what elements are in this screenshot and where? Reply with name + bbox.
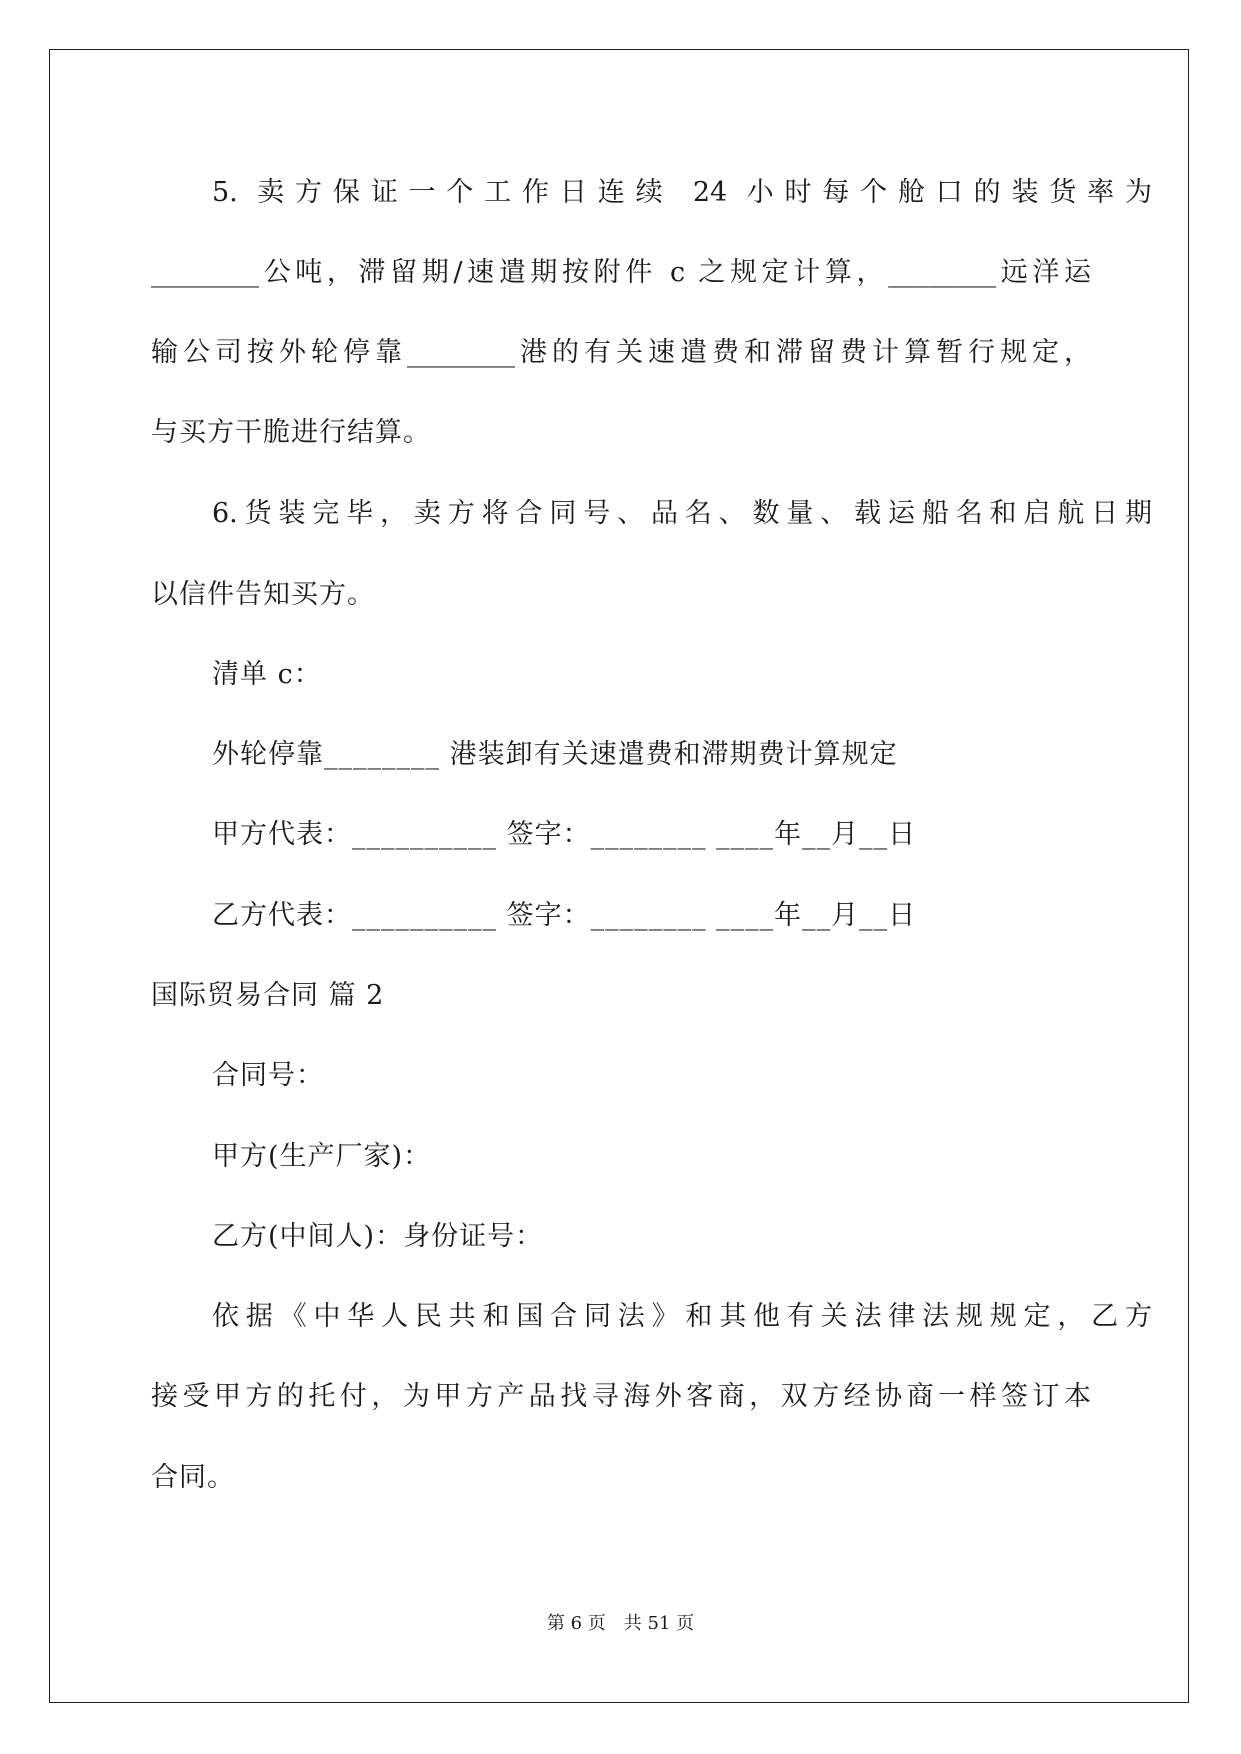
contract-number-field: 合同号：: [212, 1060, 324, 1091]
paragraph-6-line-2: 以信件告知买方。: [151, 579, 375, 610]
paragraph-5-line-3: 输公司按外轮停靠________港的有关速遣费和滞留费计算暂行规定，: [151, 337, 1091, 368]
preamble-line-3: 合同。: [151, 1462, 235, 1493]
list-c-title: 外轮停靠________ 港装卸有关速遣费和滞期费计算规定: [212, 739, 898, 770]
preamble-line-1: 依据《中华人民共和国合同法》和其他有关法律法规规定，乙方: [212, 1301, 1152, 1332]
party-a-field: 甲方(生产厂家)：: [212, 1141, 432, 1172]
paragraph-5-line-2: ________公吨，滞留期/速遣期按附件 c 之规定计算，________远洋运: [151, 257, 1091, 288]
paragraph-5-line-4: 与买方干脆进行结算。: [151, 417, 431, 448]
party-a-signature-line: 甲方代表：__________ 签字：________ ____年__月__日: [212, 819, 917, 850]
page-number-footer: 第 6 页 共 51 页: [546, 1613, 695, 1634]
section-title: 国际贸易合同 篇 2: [151, 980, 385, 1011]
party-b-field: 乙方(中间人)：身份证号：: [212, 1221, 544, 1252]
preamble-line-2: 接受甲方的托付，为甲方产品找寻海外客商，双方经协商一样签订本: [151, 1381, 1091, 1412]
paragraph-5-line-1: 5. 卖方保证一个工作日连续 24 小时每个舱口的装货率为: [212, 177, 1152, 208]
party-b-signature-line: 乙方代表：__________ 签字：________ ____年__月__日: [212, 900, 917, 931]
page-border: [49, 49, 1189, 1703]
list-c-heading: 清单 c：: [212, 659, 322, 690]
paragraph-6-line-1: 6.货装完毕，卖方将合同号、品名、数量、载运船名和启航日期: [212, 498, 1152, 529]
